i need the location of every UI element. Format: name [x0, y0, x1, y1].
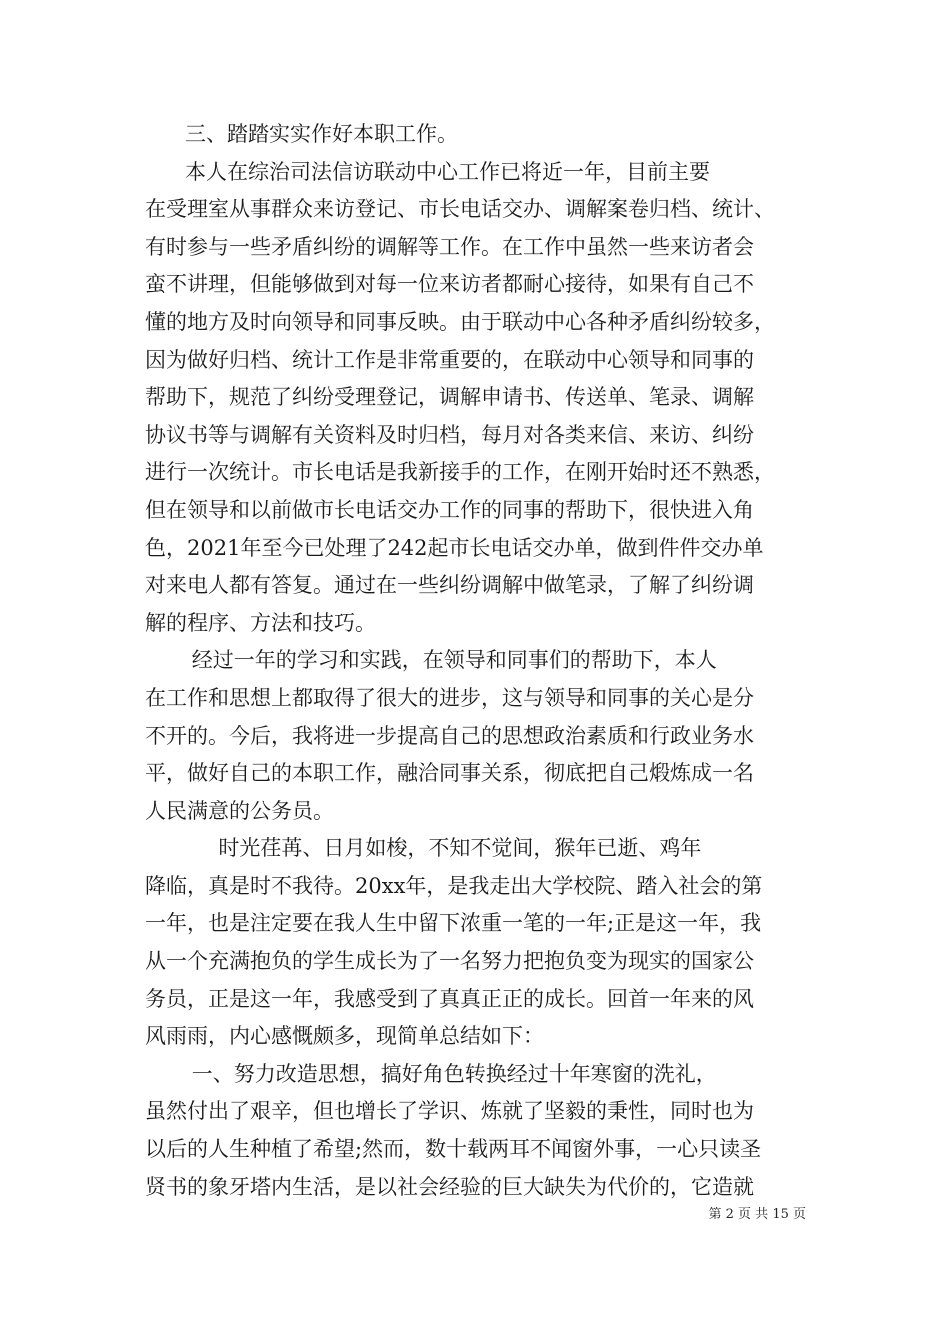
text-line: 一年，也是注定要在我人生中留下浓重一笔的一年;正是这一年，我: [145, 911, 762, 936]
text-line: 色，2021年至今已处理了242起市长电话交办单，做到件件交办单: [145, 535, 764, 560]
text-line: 在受理室从事群众来访登记、市长电话交办、调解案卷归档、统计、: [145, 197, 775, 222]
text-line: 以后的人生种植了希望;然而，数十载两耳不闻窗外事，一心只读圣: [145, 1137, 762, 1162]
text-line: 人民满意的公务员。: [145, 798, 334, 823]
text-line: 蛮不讲理，但能够做到对每一位来访者都耐心接待，如果有自己不: [145, 272, 754, 297]
text-line: 解的程序、方法和技巧。: [145, 610, 376, 635]
text-line: 平，做好自己的本职工作，融洽同事关系，彻底把自己煅炼成一名: [145, 761, 754, 786]
text-line: 本人在综治司法信访联动中心工作已将近一年，目前主要: [145, 159, 711, 184]
text-line: 一、努力改造思想，搞好角色转换经过十年寒窗的洗礼，: [145, 1061, 717, 1086]
text-line: 在工作和思想上都取得了很大的进步，这与领导和同事的关心是分: [145, 685, 754, 710]
text-line: 对来电人都有答复。通过在一些纠纷调解中做笔录，了解了纠纷调: [145, 573, 754, 598]
text-line: 不开的。今后，我将进一步提高自己的思想政治素质和行政业务水: [145, 723, 754, 748]
text-line: 进行一次统计。市长电话是我新接手的工作，在刚开始时还不熟悉，: [145, 460, 775, 485]
text-line: 帮助下，规范了纠纷受理登记，调解申请书、传送单、笔录、调解: [145, 385, 754, 410]
text-line: 经过一年的学习和实践，在领导和同事们的帮助下，本人: [145, 648, 717, 673]
text-line: 务员，正是这一年，我感受到了真真正正的成长。回首一年来的风: [145, 986, 754, 1011]
text-line: 懂的地方及时向领导和同事反映。由于联动中心各种矛盾纠纷较多，: [145, 309, 775, 334]
body-text: [145, 116, 807, 1206]
page-number-footer: 第 2 页 共 15 页: [708, 1207, 806, 1222]
text-line: 风雨雨，内心感慨颇多，现简单总结如下：: [145, 1024, 544, 1049]
text-line: 降临，真是时不我待。20xx年，是我走出大学校院、踏入社会的第: [145, 873, 763, 898]
text-line: 但在领导和以前做市长电话交办工作的同事的帮助下，很快进入角: [145, 497, 754, 522]
text-line: 因为做好归档、统计工作是非常重要的，在联动中心领导和同事的: [145, 347, 754, 372]
text-line: 三、踏踏实实作好本职工作。: [145, 122, 459, 146]
text-line: 时光荏苒、日月如梭，不知不觉间，猴年已逝、鸡年: [145, 836, 702, 861]
text-line: 虽然付出了艰辛，但也增长了学识、炼就了坚毅的秉性，同时也为: [145, 1099, 754, 1124]
text-line: 协议书等与调解有关资料及时归档，每月对各类来信、来访、纠纷: [145, 422, 754, 447]
text-line: 贤书的象牙塔内生活，是以社会经验的巨大缺失为代价的，它造就: [145, 1174, 754, 1199]
text-line: 有时参与一些矛盾纠纷的调解等工作。在工作中虽然一些来访者会: [145, 234, 754, 259]
text-line: 从一个充满抱负的学生成长为了一名努力把抱负变为现实的国家公: [145, 949, 754, 974]
